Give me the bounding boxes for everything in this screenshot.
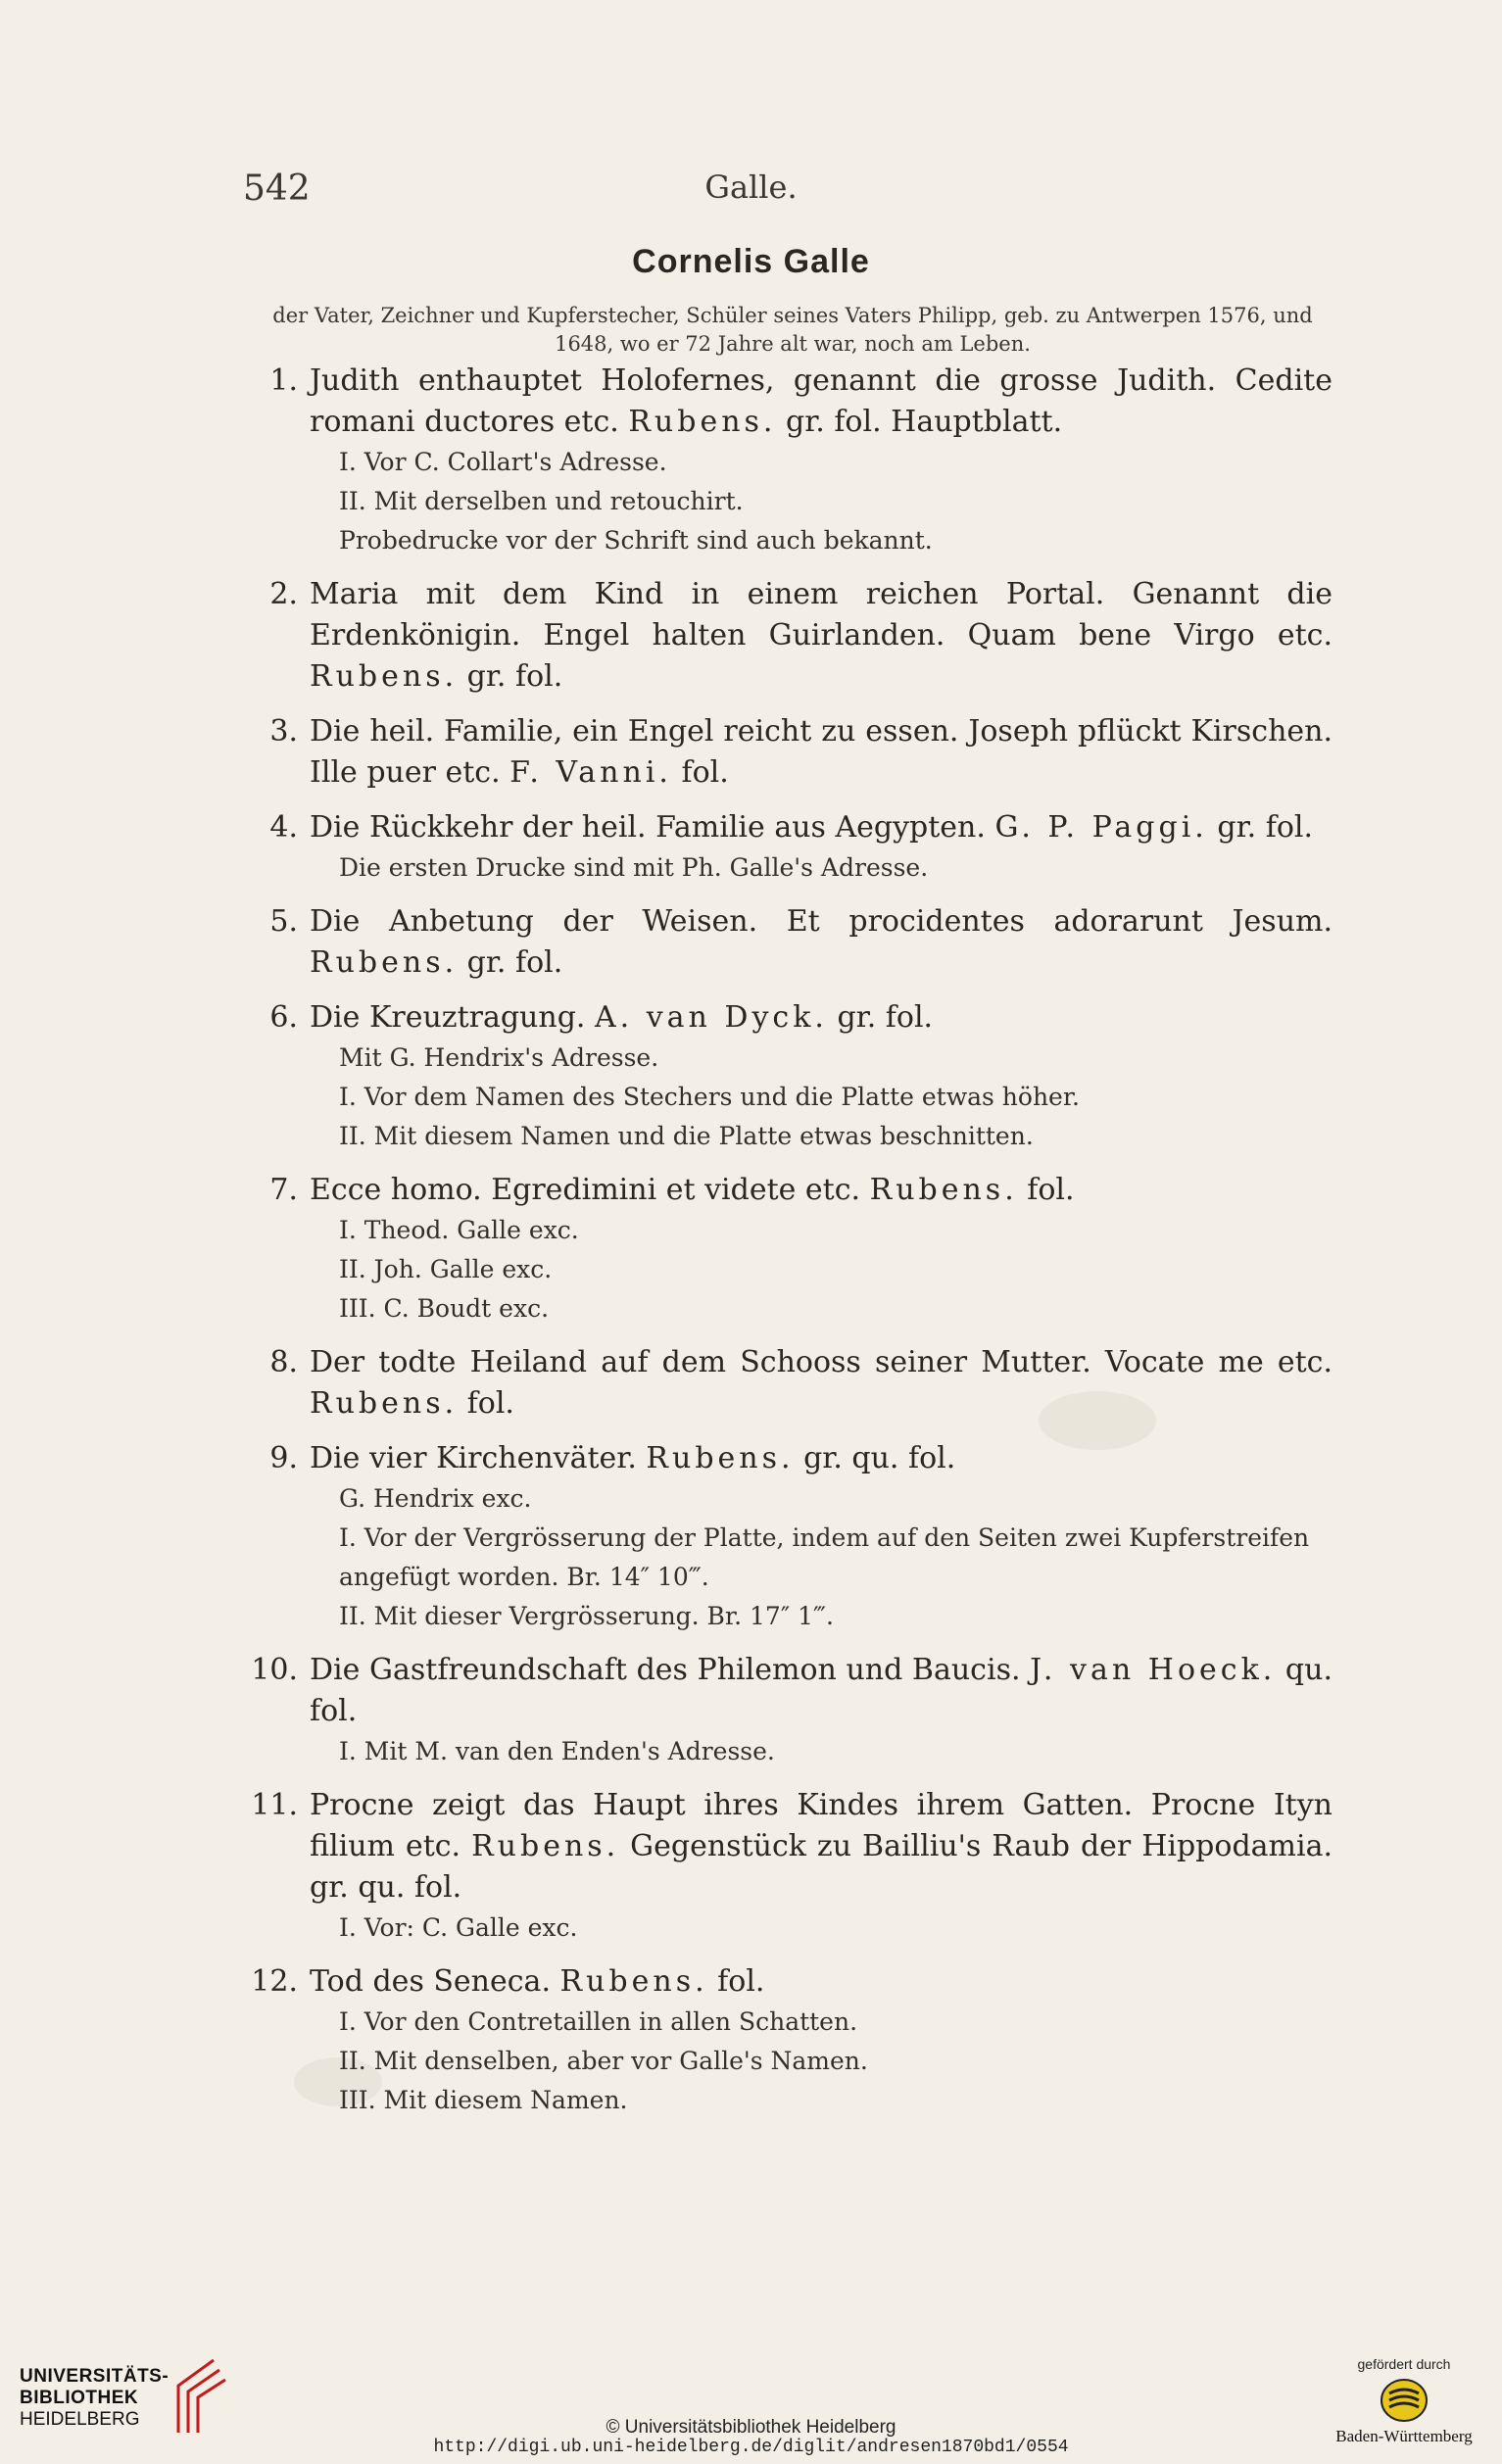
entry-text-part: Procne zeigt das Haupt ihres Kindes ihrem Gatten. Procne Ityn filium etc.	[310, 1788, 1332, 1863]
entry-text-part: qu. fol.	[310, 1653, 1332, 1728]
entry-text-part: Die Anbetung der Weisen. Et procidentes adorarunt Jesum.	[310, 904, 1332, 939]
state-note: II. Mit dieser Vergrösserung. Br. 17″ 1‴.	[339, 1602, 834, 1630]
artist-name: G. P. Paggi.	[994, 810, 1208, 845]
entry-number: 10.	[251, 1653, 298, 1687]
state-note: Probedrucke vor der Schrift sind auch bekannt.	[339, 526, 933, 555]
entry-text	[310, 711, 1332, 794]
copyright-notice: © Universitätsbibliothek Heidelberg	[606, 2417, 896, 2438]
entry-number: 3.	[269, 714, 298, 749]
entry-text	[310, 1961, 1332, 2003]
state-note: I. Mit M. van den Enden's Adresse.	[339, 1737, 775, 1765]
artist-name: Rubens.	[646, 1441, 795, 1475]
catalogue-entry	[245, 1961, 1332, 2120]
entry-text	[310, 901, 1332, 984]
entry-text	[310, 1342, 1332, 1425]
state-note: I. Vor dem Namen des Stechers und die Platte etwas höher.	[339, 1083, 1080, 1111]
state-note: I. Vor C. Collart's Adresse.	[339, 448, 667, 476]
section-intro: der Vater, Zeichner und Kupferstecher, Schüler seines Vaters Philipp, geb. zu Antwerpen 1576, und 1648, wo er 72 Jahre alt war, noch am Leben.	[272, 304, 1313, 356]
catalogue-entry	[245, 901, 1332, 984]
state-note: II. Mit diesem Namen und die Platte etwas beschnitten.	[339, 1122, 1034, 1150]
catalogue-entry	[245, 1342, 1332, 1425]
state-note: I. Vor der Vergrösserung der Platte, indem auf den Seiten zwei Kupferstreifen angefügt worden. Br. 14″ 10‴.	[339, 1523, 1310, 1591]
page-footer	[0, 2337, 1502, 2464]
library-name-line3: HEIDELBERG	[20, 2409, 140, 2430]
page-header	[0, 169, 1502, 217]
entry-text-part: Die heil. Familie, ein Engel reicht zu essen. Joseph pflückt Kirschen. Ille puer etc.	[310, 714, 1332, 790]
entry-number: 12.	[251, 1964, 298, 1999]
entry-text	[310, 1438, 1332, 1479]
entry-number: 6.	[269, 1000, 298, 1035]
entry-text-part: fol.	[458, 1386, 514, 1421]
entry-number: 4.	[269, 810, 298, 845]
artist-name: Rubens.	[310, 945, 459, 980]
sponsor-label: gefördert durch	[1357, 2356, 1451, 2372]
entry-text-part: gr. fol.	[458, 945, 563, 980]
catalogue-entry	[245, 1170, 1332, 1329]
catalogue-entry	[245, 1650, 1332, 1771]
catalogue-entries	[245, 361, 1332, 2134]
entry-text-part: Maria mit dem Kind in einem reichen Portal. Genannt die Erdenkönigin. Engel halten Guirlanden. Quam bene Virgo etc.	[310, 577, 1332, 652]
catalogue-entry	[245, 1785, 1332, 1948]
entry-number: 7.	[269, 1173, 298, 1207]
entry-text-part: Die vier Kirchenväter.	[310, 1441, 647, 1475]
entry-text-part: fol.	[707, 1964, 765, 1999]
section-title: Cornelis Galle	[632, 243, 870, 280]
entry-text-part: Die Gastfreundschaft des Philemon und Baucis.	[310, 1653, 1031, 1687]
entry-number: 1.	[269, 363, 298, 398]
entry-text-part: gr. fol.	[827, 1000, 934, 1035]
entry-text	[310, 1650, 1332, 1732]
state-note: Mit G. Hendrix's Adresse.	[339, 1043, 659, 1072]
entry-number: 11.	[251, 1788, 298, 1822]
catalogue-entry	[245, 807, 1332, 888]
state-note: I. Theod. Galle exc.	[339, 1216, 579, 1244]
entry-number: 8.	[269, 1345, 298, 1379]
artist-name: F. Vanni.	[509, 755, 672, 790]
entry-text	[310, 361, 1332, 443]
running-title: Galle.	[704, 169, 798, 206]
entry-number: 5.	[269, 904, 298, 939]
entry-number: 9.	[269, 1441, 298, 1475]
state-note: II. Mit derselben und retouchirt.	[339, 487, 744, 515]
entry-number: 2.	[269, 577, 298, 611]
entry-text	[310, 574, 1332, 698]
entry-text-part: Ecce homo. Egredimini et videte etc.	[310, 1173, 870, 1207]
state-note: I. Vor: C. Galle exc.	[339, 1913, 578, 1942]
entry-text-part: Judith enthauptet Holofernes, genannt die grosse Judith. Cedite romani ductores etc.	[310, 363, 1332, 439]
artist-name: Rubens.	[628, 405, 777, 439]
library-name-line1: UNIVERSITÄTS-	[20, 2366, 170, 2387]
artist-name: Rubens.	[310, 659, 459, 694]
artist-name: Rubens.	[310, 1386, 459, 1421]
state-note: III. Mit diesem Namen.	[339, 2086, 628, 2114]
entry-text-part: Tod des Seneca.	[310, 1964, 560, 1999]
sponsor-name: Baden-Württemberg	[1335, 2427, 1473, 2445]
catalogue-entry	[245, 574, 1332, 698]
sponsor-block	[1326, 2356, 1482, 2446]
artist-name: Rubens.	[471, 1829, 620, 1863]
entry-text-part: fol.	[671, 755, 729, 790]
state-note: Die ersten Drucke sind mit Ph. Galle's Adresse.	[339, 853, 929, 882]
entry-text-part: fol.	[1017, 1173, 1075, 1207]
entry-text-part: Die Kreuztragung.	[310, 1000, 595, 1035]
crest-icon	[1380, 2378, 1429, 2423]
artist-name: J. van Hoeck.	[1030, 1653, 1277, 1687]
catalogue-entry	[245, 361, 1332, 560]
page-number: 542	[243, 169, 311, 209]
entry-text-part: gr. fol.	[458, 659, 563, 694]
artist-name: Rubens.	[559, 1964, 708, 1999]
entry-text-part: Gegenstück zu Bailliu's Raub der Hippodamia. gr. qu. fol.	[310, 1829, 1332, 1905]
state-note: III. C. Boudt exc.	[339, 1294, 550, 1323]
permalink[interactable]: http://digi.ub.uni-heidelberg.de/diglit/andresen1870bd1/0554	[433, 2438, 1069, 2457]
entry-text-part: Die Rückkehr der heil. Familie aus Aegypten.	[310, 810, 995, 845]
entry-text	[310, 807, 1332, 848]
library-name-line2: BIBLIOTHEK	[20, 2388, 139, 2408]
entry-text-part: gr. fol. Hauptblatt.	[776, 405, 1063, 439]
artist-name: Rubens.	[869, 1173, 1018, 1207]
entry-text-part: Der todte Heiland auf dem Schooss seiner Mutter. Vocate me etc.	[310, 1345, 1332, 1379]
state-note: G. Hendrix exc.	[339, 1484, 532, 1513]
entry-text	[310, 997, 1332, 1039]
state-note: II. Joh. Galle exc.	[339, 1255, 553, 1283]
state-note: II. Mit denselben, aber vor Galle's Namen.	[339, 2047, 868, 2075]
entry-text	[310, 1170, 1332, 1211]
catalogue-entry	[245, 997, 1332, 1156]
entry-text	[310, 1785, 1332, 1908]
state-note: I. Vor den Contretaillen in allen Schatten.	[339, 2007, 858, 2036]
catalogue-entry	[245, 711, 1332, 794]
entry-text-part: gr. fol.	[1207, 810, 1314, 845]
catalogue-entry	[245, 1438, 1332, 1636]
entry-text-part: gr. qu. fol.	[794, 1441, 956, 1475]
artist-name: A. van Dyck.	[594, 1000, 828, 1035]
